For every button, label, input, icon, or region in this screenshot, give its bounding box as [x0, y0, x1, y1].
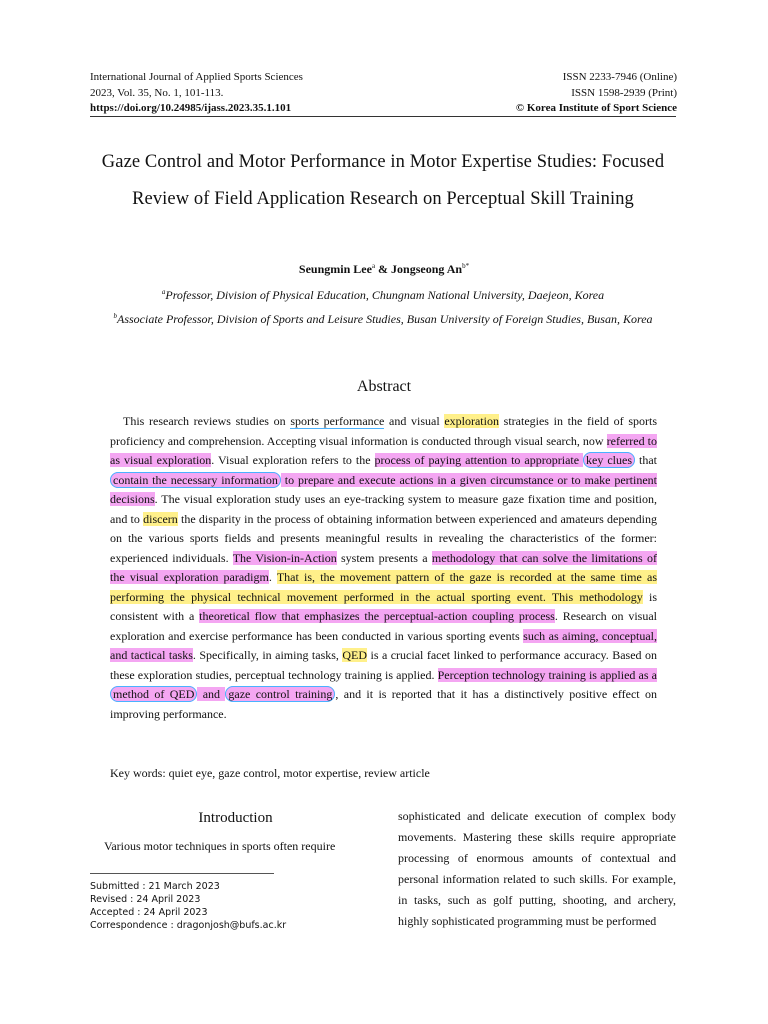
author-sup: a — [371, 262, 376, 270]
highlight: referred to as visual exploration — [110, 433, 658, 467]
highlight: discern — [143, 511, 178, 526]
annotation-circle: gaze control training — [225, 686, 335, 702]
annotation-underline: sports performance — [290, 414, 385, 428]
keywords: Key words: quiet eye, gaze control, motor expertise, review article — [110, 766, 430, 780]
footnote-rule — [90, 873, 274, 874]
section-heading: Introduction — [198, 810, 273, 826]
affiliations — [90, 282, 676, 330]
annotation-circle: contain the necessary information — [110, 472, 281, 488]
abstract-heading: Abstract — [356, 378, 412, 395]
intro-right-column: sophisticated and delicate execution of complex body movements. Mastering these skills require appropriate processing of enormous amounts of contextual and personal information related to such skills. For example, in tasks, such as golf putting, shooting, and archery, highly sophisticated programming must be performed — [398, 809, 676, 928]
highlight: theoretical flow that emphasizes the perceptual-action coupling process — [199, 609, 555, 623]
intro-paragraph: Various motor techniques in sports often require — [104, 839, 336, 853]
highlight: The Vision-in-Action — [232, 550, 337, 565]
submitted-date: Submitted : 21 March 2023 — [90, 881, 220, 892]
annotation-circle: key clues — [583, 452, 635, 468]
abstract-body: This research reviews studies on sports performance and visual exploration strategies in the field of sports proficiency and comprehension. Accepting visual information is conducted through visual search, now referred to as visual exploration. Visual exploration refers to the process of paying attention to appropriate key clues that contain the necessary information to prepare and execute actions in a given circumstance or to make pertinent decisions. The visual exploration study uses an eye-tracking system to measure gaze fixation time and position, and to discern the disparity in the process of obtaining information between experienced and amateurs depending on the various sports fields and presents meaningful results in revealing the characteristics of the former: experienced individuals. The Vision-in-Action system presents a methodology that can solve the limitations of the visual exploration paradigm. That is, the movement pattern of the gaze is recorded at the same time as performing the physical technical movement performed in the actual sporting event. This methodology is consistent with a theoretical flow that emphasizes the perceptual-action coupling process. Research on visual exploration and exercise performance has been conducted in various sporting events such as aiming, conceptual, and tactical tasks. Specifically, in aiming tasks, QED is a crucial facet linked to performance accuracy. Based on these exploration studies, perceptual technology training is applied. Perception technology training is applied as a method of QED and gaze control training , and it is reported that it has a distinctively positive effect on improving performance. — [110, 414, 658, 721]
journal-name: International Journal of Applied Sports Sciences — [90, 71, 303, 83]
paper-title: Gaze Control and Motor Performance in Motor Expertise Studies: Focused Review of Field Application Research on Perceptual Skill Training — [101, 152, 665, 209]
highlight: QED — [342, 648, 368, 662]
accepted-date: Accepted : 24 April 2023 — [90, 907, 208, 918]
header-rule — [90, 116, 676, 117]
author-name: Jongseong An — [391, 262, 463, 276]
highlight: Perception technology training is applied as a — [437, 667, 658, 682]
issn-print: ISSN 1598-2939 (Print) — [571, 86, 677, 99]
annotation-circle: method of QED — [110, 686, 197, 702]
author-sup: b* — [462, 262, 470, 270]
doi-link[interactable]: https://doi.org/10.24985/ijass.2023.35.1.101 — [90, 102, 292, 114]
affiliation-a: $^a$Professor, Division of Physical Education, Chungnam National University, Daejeon, Korea — [161, 288, 605, 302]
author-conjunction: & — [375, 262, 392, 276]
journal-header — [90, 70, 303, 117]
highlight: to prepare and execute actions in a given circumstance or to make pertinent decisions — [110, 472, 657, 506]
highlight: methodology that can solve the limitations of the visual exploration paradigm — [110, 550, 658, 584]
affiliation-b: $^b$Associate Professor, Division of Sports and Leisure Studies, Busan University of Foreign Studies, Busan, Korea — [113, 312, 653, 326]
correspondence-email[interactable]: Correspondence : dragonjosh@bufs.ac.kr — [90, 920, 287, 931]
highlight: That is, the movement pattern of the gaze is recorded at the same time as performing the physical technical movement performed in the actual sporting event. This methodology — [110, 570, 657, 604]
highlight: process of paying attention to appropriate — [374, 453, 584, 467]
highlight: exploration — [444, 414, 499, 428]
issn-online: ISSN 2233-7946 (Online) — [562, 71, 677, 83]
highlight: such as aiming, conceptual, and tactical tasks — [110, 628, 657, 662]
copyright: © Korea Institute of Sport Science — [515, 102, 677, 114]
footnotes — [90, 880, 286, 932]
journal-volume: 2023, Vol. 35, No. 1, 101-113. — [90, 86, 224, 99]
intro-left-column — [90, 810, 376, 856]
issn-header — [516, 70, 677, 117]
author-name: Seungmin Lee — [298, 262, 372, 276]
revised-date: Revised : 24 April 2023 — [90, 894, 201, 905]
author-line — [0, 262, 768, 277]
